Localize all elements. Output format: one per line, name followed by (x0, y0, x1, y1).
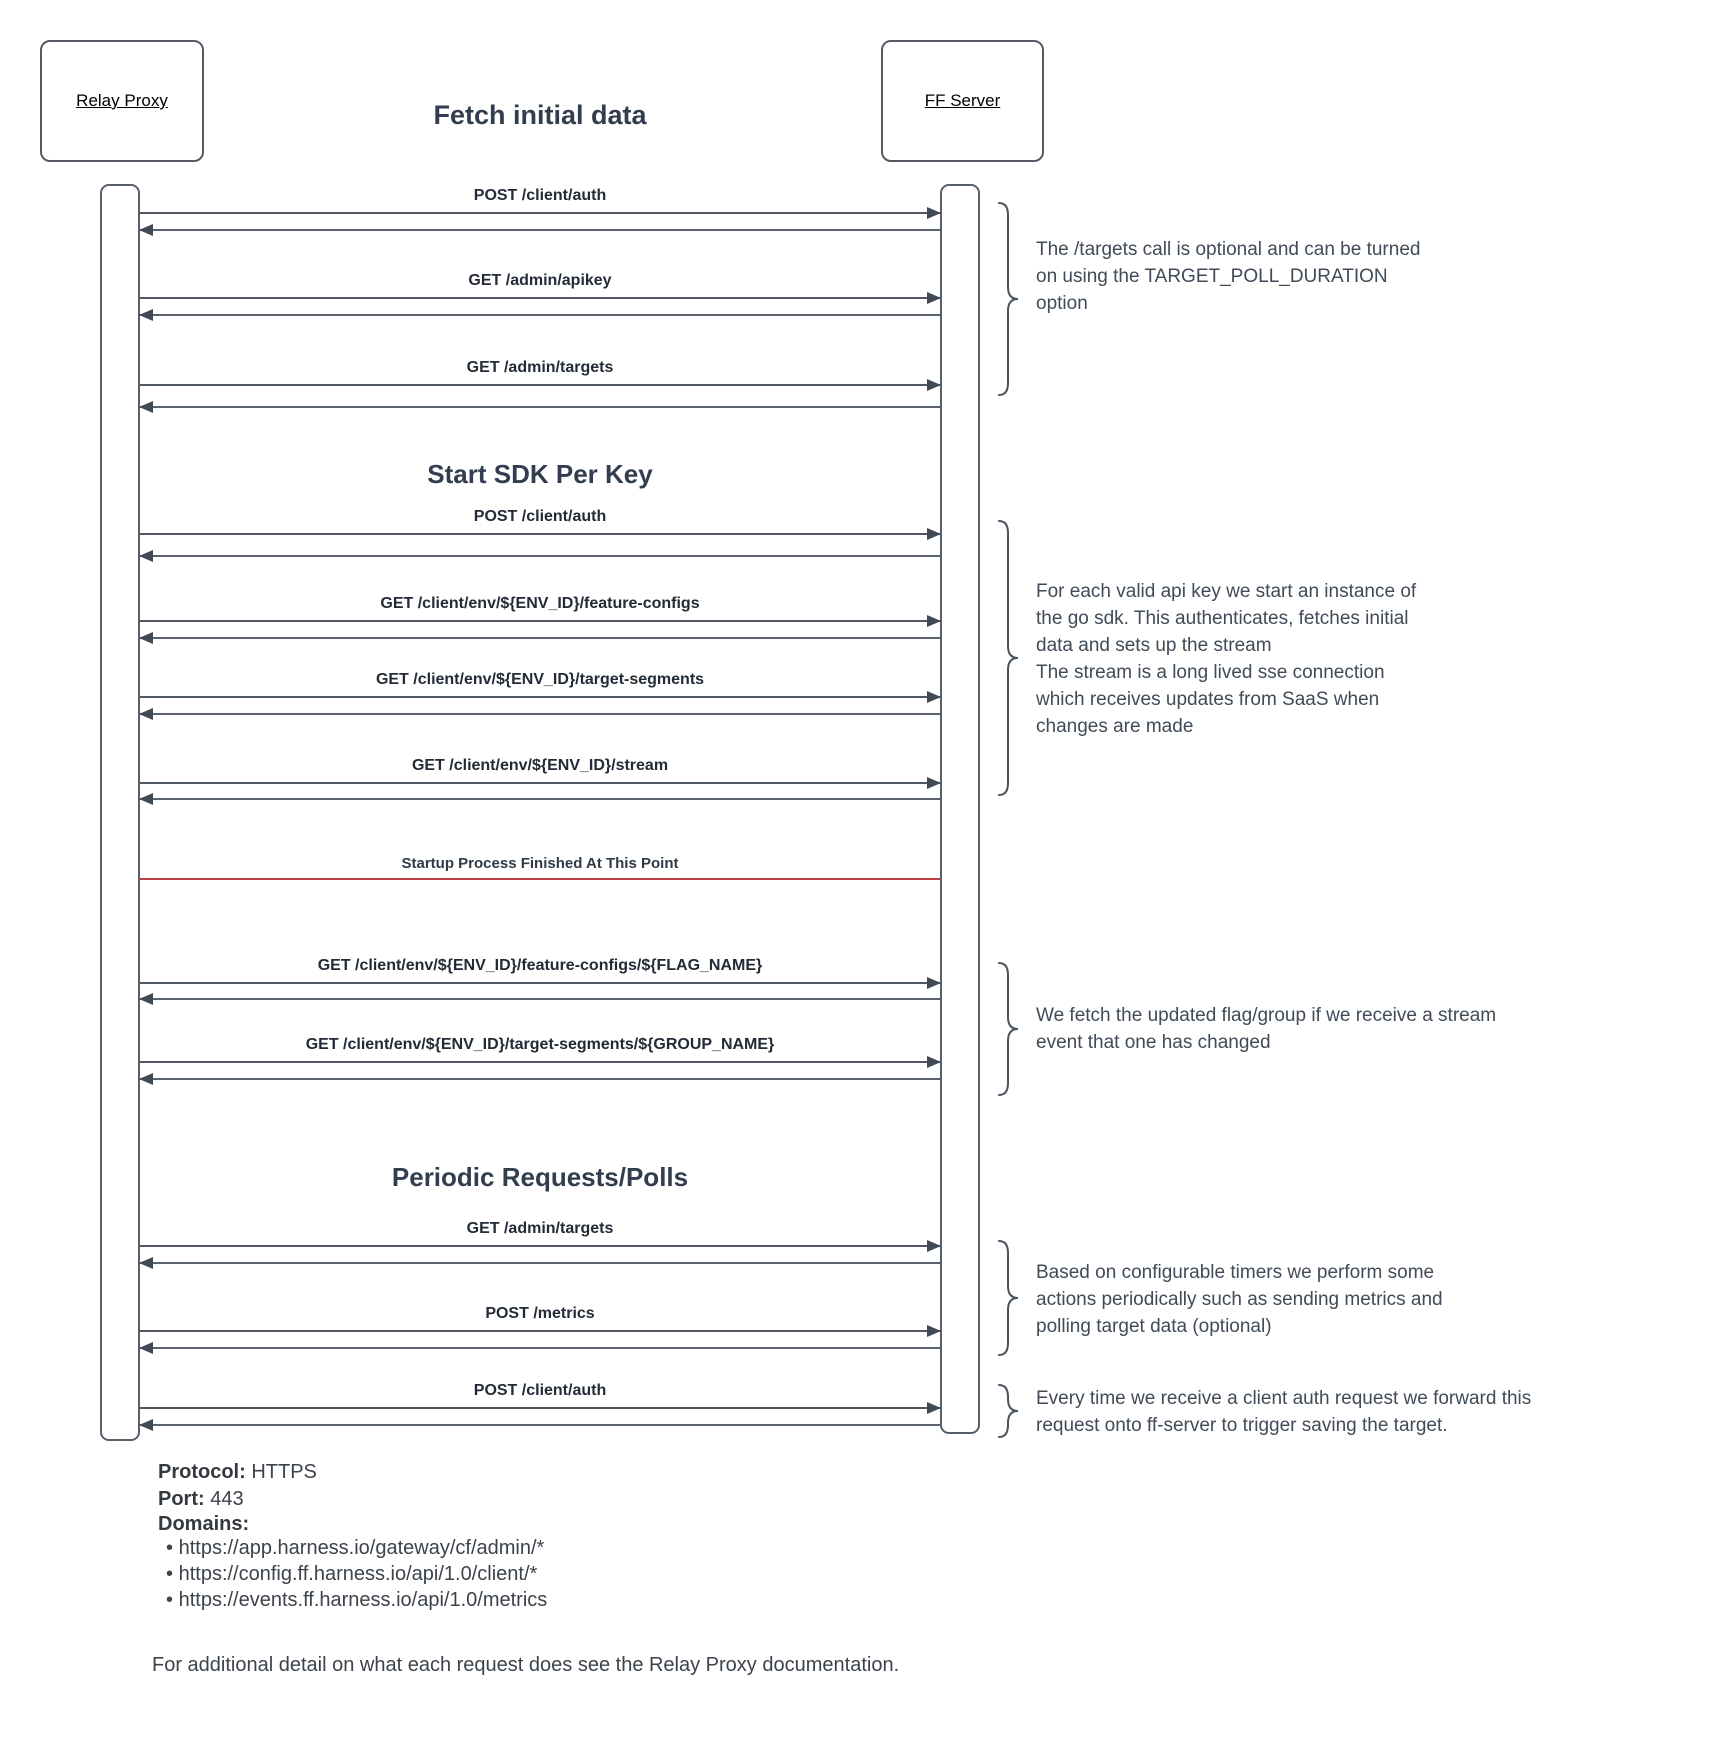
request-arrow (140, 533, 940, 535)
response-arrow (140, 1262, 940, 1264)
diagram-title: Fetch initial data (433, 100, 647, 130)
message-label: GET /client/env/${ENV_ID}/stream (411, 757, 669, 774)
lifeline-ff-server (940, 184, 980, 1434)
annotation-sdk-start (1036, 578, 1676, 740)
annotation-stream-update (1036, 1002, 1676, 1056)
documentation-note: For additional detail on what each request does see the Relay Proxy documentation. (152, 1654, 900, 1676)
annotation-line: Every time we receive a client auth request we forward this (1036, 1388, 1532, 1409)
section-title-periodic: Periodic Requests/Polls (391, 1162, 689, 1192)
annotation-line: event that one has changed (1036, 1032, 1271, 1053)
annotation-line: The stream is a long lived sse connection (1036, 662, 1385, 683)
annotation-line: We fetch the updated flag/group if we receive a stream (1036, 1005, 1497, 1026)
annotation-line: on using the TARGET_POLL_DURATION (1036, 266, 1388, 287)
domain-item (166, 1563, 537, 1586)
response-arrow (140, 1347, 940, 1349)
message-label: GET /admin/apikey (468, 272, 612, 289)
domain-url: https://config.ff.harness.io/api/1.0/client/* (178, 1563, 538, 1585)
port-label: Port: (158, 1488, 205, 1510)
annotation-line: request onto ff-server to trigger saving the target. (1036, 1415, 1448, 1436)
message-label: POST /metrics (485, 1305, 595, 1322)
bullet-glyph: • (166, 1537, 174, 1559)
request-arrow (140, 212, 940, 214)
bullet-glyph: • (166, 1563, 174, 1585)
message-label: GET /client/env/${ENV_ID}/feature-configs/${FLAG_NAME} (317, 957, 763, 974)
response-arrow (140, 314, 940, 316)
request-arrow (140, 620, 940, 622)
brace-stream-update (997, 960, 1021, 1098)
protocol-line (158, 1459, 317, 1485)
annotation-line: data and sets up the stream (1036, 635, 1272, 656)
message-get-admin-apikey (140, 272, 940, 322)
startup-finished-separator-line (140, 878, 940, 880)
brace-targets-optional (997, 200, 1021, 398)
message-get-feature-config-flag (140, 957, 940, 1007)
annotation-line: option (1036, 293, 1088, 314)
brace-periodic (997, 1238, 1021, 1358)
annotation-line: Based on configurable timers we perform some (1036, 1262, 1435, 1283)
message-post-metrics (140, 1305, 940, 1355)
message-post-client-auth-2 (140, 508, 940, 558)
message-label: POST /client/auth (473, 1382, 607, 1399)
message-get-admin-targets-1 (140, 359, 940, 409)
message-get-admin-targets-2 (140, 1220, 940, 1270)
annotation-line: For each valid api key we start an instance of (1036, 581, 1417, 602)
request-arrow (140, 297, 940, 299)
response-arrow (140, 555, 940, 557)
brace-client-auth-forward (997, 1382, 1021, 1440)
response-arrow (140, 1078, 940, 1080)
response-arrow (140, 406, 940, 408)
startup-finished-label: Startup Process Finished At This Point (401, 855, 679, 872)
request-arrow (140, 384, 940, 386)
message-label: GET /client/env/${ENV_ID}/target-segments (375, 671, 705, 688)
request-arrow (140, 1330, 940, 1332)
lifeline-relay-proxy (100, 184, 140, 1441)
annotation-line: changes are made (1036, 716, 1194, 737)
protocol-label: Protocol: (158, 1461, 246, 1483)
response-arrow (140, 998, 940, 1000)
protocol-value: HTTPS (251, 1461, 317, 1483)
domain-item (166, 1589, 547, 1612)
request-arrow (140, 1061, 940, 1063)
bullet-glyph: • (166, 1589, 174, 1611)
message-get-target-segments (140, 671, 940, 721)
request-arrow (140, 1407, 940, 1409)
response-arrow (140, 637, 940, 639)
brace-sdk-start (997, 518, 1021, 798)
request-arrow (140, 982, 940, 984)
section-title-start-sdk: Start SDK Per Key (427, 459, 653, 489)
port-value: 443 (210, 1488, 244, 1510)
message-label: POST /client/auth (473, 508, 607, 525)
message-label: POST /client/auth (473, 187, 607, 204)
response-arrow (140, 229, 940, 231)
message-label: GET /client/env/${ENV_ID}/target-segments/${GROUP_NAME} (305, 1036, 775, 1053)
domains-label: Domains: (158, 1513, 250, 1535)
message-get-stream (140, 757, 940, 807)
message-label: GET /admin/targets (466, 1220, 614, 1237)
message-post-client-auth-1 (140, 187, 940, 237)
domain-item (166, 1537, 544, 1560)
annotation-line: actions periodically such as sending metrics and (1036, 1289, 1443, 1310)
response-arrow (140, 798, 940, 800)
annotation-line: polling target data (optional) (1036, 1316, 1272, 1337)
response-arrow (140, 713, 940, 715)
participant-ff-server-label: FF Server (924, 91, 1001, 110)
domains-label-line (158, 1511, 249, 1537)
annotation-periodic (1036, 1259, 1676, 1340)
domain-url: https://events.ff.harness.io/api/1.0/metrics (178, 1589, 548, 1611)
message-post-client-auth-3 (140, 1382, 940, 1432)
annotation-line: The /targets call is optional and can be turned (1036, 239, 1421, 260)
participant-relay-proxy-label: Relay Proxy (76, 91, 168, 110)
request-arrow (140, 782, 940, 784)
annotation-line: which receives updates from SaaS when (1036, 689, 1380, 710)
annotation-targets-optional (1036, 236, 1676, 317)
request-arrow (140, 696, 940, 698)
annotation-line: the go sdk. This authenticates, fetches initial (1036, 608, 1409, 629)
message-get-feature-configs (140, 595, 940, 645)
response-arrow (140, 1424, 940, 1426)
domain-url: https://app.harness.io/gateway/cf/admin/* (178, 1537, 545, 1559)
message-label: GET /client/env/${ENV_ID}/feature-configs (380, 595, 700, 612)
annotation-client-auth-forward (1036, 1385, 1676, 1439)
port-line (158, 1486, 244, 1512)
message-get-target-segment-group (140, 1036, 940, 1086)
message-label: GET /admin/targets (466, 359, 614, 376)
request-arrow (140, 1245, 940, 1247)
